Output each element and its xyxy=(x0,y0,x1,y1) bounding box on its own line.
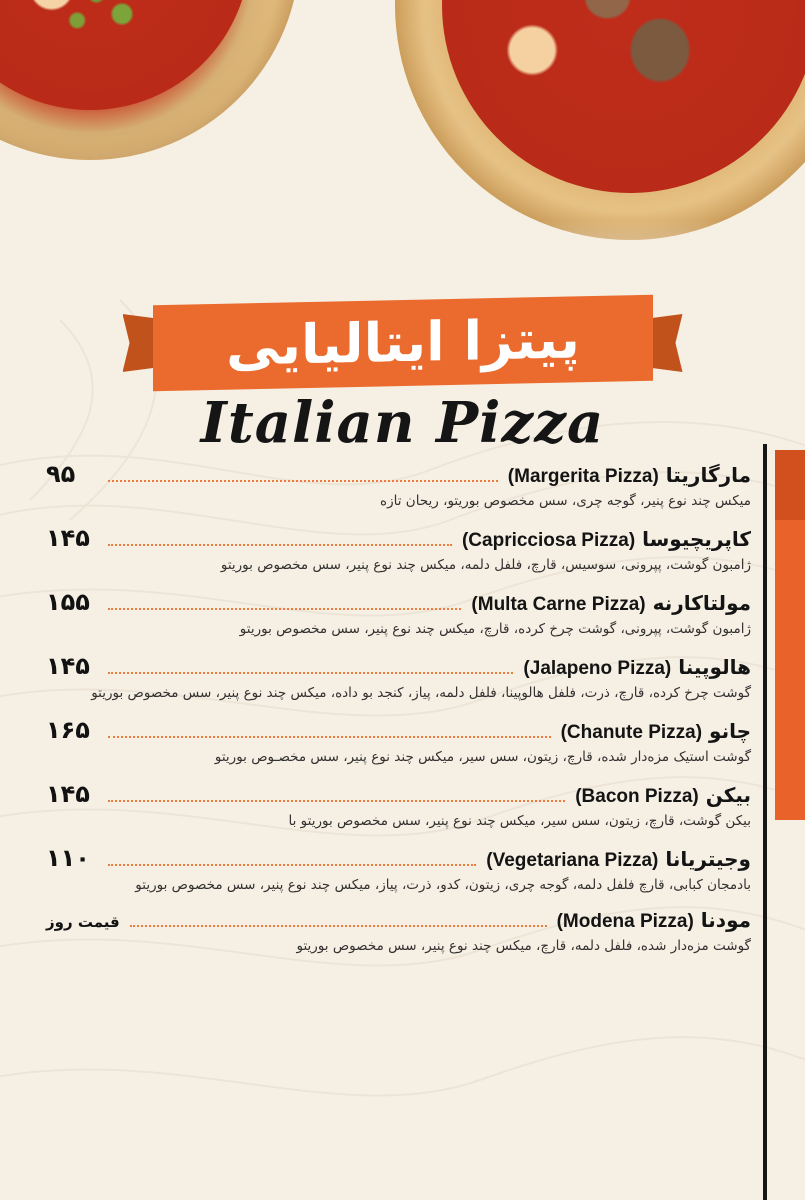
leader-dots xyxy=(108,671,513,674)
menu-item-name: چانو (Chanute Pizza) xyxy=(560,719,751,743)
menu-item-description: بیکن گوشت، قارچ، زیتون، سس سیر، میکس چند نوع پنیر، سس مخصوص بوریتو با xyxy=(288,813,751,829)
menu-item-price: ۱۴۵ xyxy=(46,780,90,808)
leader-dots xyxy=(130,924,547,927)
menu-item-name: مولتاکارنه (Multa Carne Pizza) xyxy=(471,591,751,615)
menu-item-price: ۱۴۵ xyxy=(46,652,90,680)
title-block xyxy=(0,300,805,456)
menu-item-header xyxy=(46,844,751,872)
title-english: Italian Pizza xyxy=(200,390,605,456)
menu-item-price: ۱۵۵ xyxy=(46,588,90,616)
menu-item-price: ۹۵ xyxy=(46,460,76,488)
leader-dots xyxy=(108,479,498,482)
menu-item-description: میکس چند نوع پنیر، گوجه چری، سس مخصوص بوریتو، ریحان تازه xyxy=(380,493,751,509)
menu-item-header xyxy=(46,908,751,933)
menu-item-name-english: (Chanute Pizza) xyxy=(560,722,703,743)
menu-item-name: مارگاریتا (Margerita Pizza) xyxy=(507,463,751,487)
menu-item-header xyxy=(46,716,751,744)
menu-item xyxy=(46,652,751,703)
menu-item-price: ۱۱۰ xyxy=(46,844,90,872)
menu-item-header xyxy=(46,588,751,616)
menu-list xyxy=(46,460,751,969)
menu-item-header xyxy=(46,524,751,552)
menu-item-price: ۱۴۵ xyxy=(46,524,90,552)
menu-item xyxy=(46,908,751,956)
title-persian: پیتزا ایتالیایی xyxy=(225,307,580,378)
menu-item-name-english: (Capricciosa Pizza) xyxy=(461,530,636,551)
menu-item-name-english: (Bacon Pizza) xyxy=(575,786,699,807)
menu-item-name: وجیتریانا (Vegetariana Pizza) xyxy=(486,847,751,871)
leader-dots xyxy=(108,735,551,738)
menu-item-name: هالوپینا (Jalapeno Pizza) xyxy=(523,655,751,679)
menu-item-description: ژامبون گوشت، پپرونی، گوشت چرخ کرده، قارچ، میکس چند نوع پنیر، سس مخصوص بوریتو xyxy=(239,621,751,637)
menu-item-description: گوشت چرخ کرده، قارچ، ذرت، فلفل هالوپینا، فلفل دلمه، پیاز، کنجد بو داده، میکس چند نوع پنیر، سس مخصوص بوریتو xyxy=(91,685,751,701)
menu-item xyxy=(46,780,751,831)
menu-item-name: بیکن (Bacon Pizza) xyxy=(575,783,751,807)
menu-item-description: ژامبون گوشت، پپرونی، سوسیس، قارچ، فلفل دلمه، میکس چند نوع پنیر، سس مخصوص بوریتو xyxy=(220,557,751,573)
menu-item-name-english: (Jalapeno Pizza) xyxy=(523,658,672,679)
menu-item-description: بادمجان کبابی، قارچ فلفل دلمه، گوجه چری، زیتون، کدو، ذرت، پیاز، میکس چند نوع پنیر، سس مخصوص بوریتو xyxy=(135,877,751,893)
menu-item-name-english: (Modena Pizza) xyxy=(556,911,694,932)
title-banner xyxy=(123,300,683,386)
menu-item xyxy=(46,524,751,575)
menu-item-description: گوشت استیک مزه‌دار شده، قارچ، زیتون، سس سیر، میکس چند نوع پنیر، سس مخصـوص بوریتو xyxy=(214,749,751,765)
header-photo-band xyxy=(0,0,805,290)
right-orange-ribbon xyxy=(775,520,805,820)
right-black-rule xyxy=(763,444,767,1200)
menu-item-header xyxy=(46,652,751,680)
menu-item-header xyxy=(46,780,751,808)
menu-item xyxy=(46,460,751,511)
menu-item-name: مودنا (Modena Pizza) xyxy=(556,908,751,932)
menu-item-name-english: (Multa Carne Pizza) xyxy=(471,594,646,615)
photo-fade-overlay xyxy=(0,220,805,290)
menu-item-description: گوشت مزه‌دار شده، فلفل دلمه، قارچ، میکس چند نوع پنیر، سس مخصوص بوریتو xyxy=(296,938,751,954)
leader-dots xyxy=(108,863,476,866)
leader-dots xyxy=(108,799,565,802)
menu-item-name-english: (Margerita Pizza) xyxy=(507,466,659,487)
menu-item-price: ۱۶۵ xyxy=(46,716,90,744)
leader-dots xyxy=(108,607,461,610)
menu-item-price: قیمت روز xyxy=(46,913,120,931)
menu-item-header xyxy=(46,460,751,488)
menu-item-name-english: (Vegetariana Pizza) xyxy=(486,850,659,871)
leader-dots xyxy=(108,543,452,546)
menu-item-name: کاپریچیوسا (Capricciosa Pizza) xyxy=(461,527,751,551)
menu-item xyxy=(46,844,751,895)
menu-item xyxy=(46,588,751,639)
menu-item xyxy=(46,716,751,767)
